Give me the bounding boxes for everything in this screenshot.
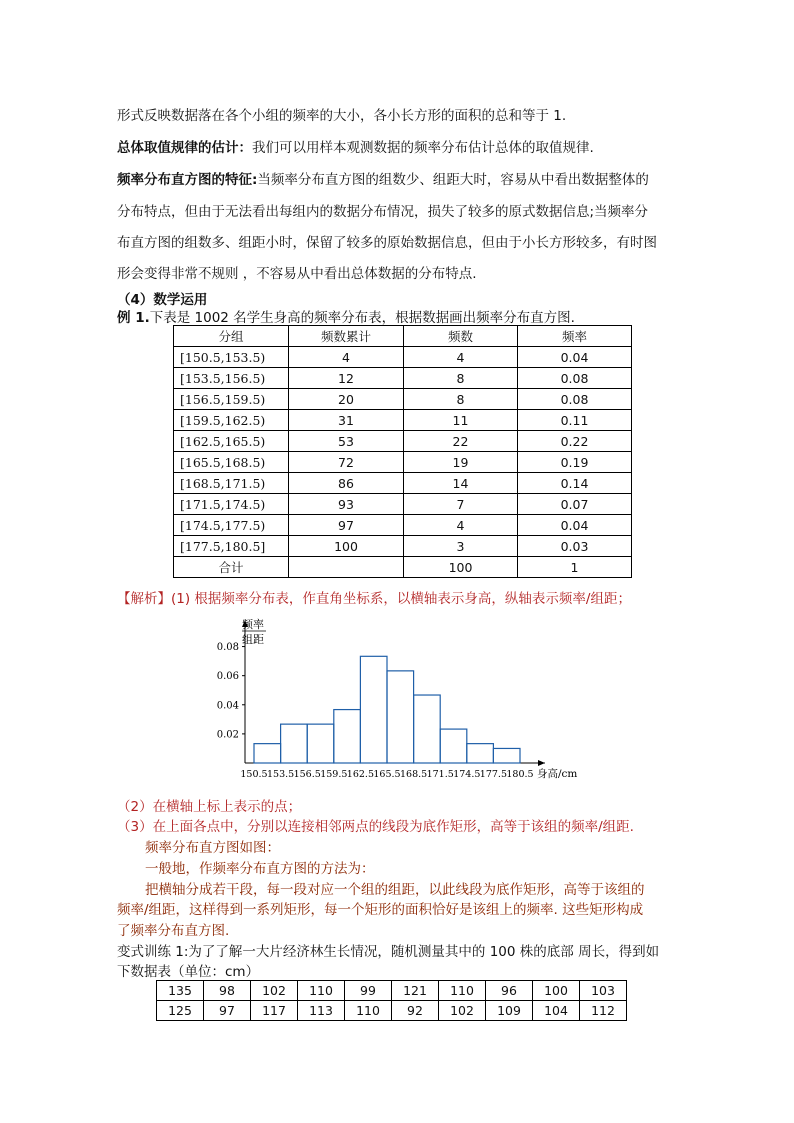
circumference-data-table	[156, 980, 627, 1021]
y-tick-label: 0.02	[216, 729, 239, 741]
x-tick-label: 162.5	[346, 769, 375, 780]
table-cell: 102	[251, 981, 298, 1001]
y-axis-label-denominator: 组距	[242, 633, 264, 646]
table-cell: [174.5,177.5)	[174, 515, 289, 536]
table-cell: 20	[289, 389, 404, 410]
header-cell: 分组	[174, 326, 289, 347]
header-cell: 频数累计	[289, 326, 404, 347]
table-cell: 104	[533, 1001, 580, 1021]
table-cell: 22	[404, 431, 518, 452]
table-cell: 1	[518, 557, 632, 578]
table-cell: 103	[580, 981, 627, 1001]
x-tick-label: 174.5	[453, 769, 481, 780]
table-cell: 121	[392, 981, 439, 1001]
table-cell: 合计	[174, 557, 289, 578]
table-cell: [162.5,165.5)	[174, 431, 289, 452]
y-tick-label: 0.08	[216, 642, 239, 654]
table-cell: 12	[289, 368, 404, 389]
table-cell: 102	[439, 1001, 486, 1021]
example-text: 下表是 1002 名学生身高的频率分布表，根据数据画出频率分布直方图.	[149, 310, 575, 326]
exercise-text-1: 变式训练 1:为了了解一大片经济林生长情况，随机测量其中的 100 株的底部 周长，得到如	[117, 944, 660, 960]
table-cell: 125	[157, 1001, 204, 1021]
x-tick-label: 180.5	[506, 769, 534, 780]
histogram-bar	[360, 656, 387, 763]
table-row	[174, 494, 632, 515]
x-tick-label: 159.5	[320, 769, 348, 780]
table-cell: 4	[404, 347, 518, 368]
term-population-estimate: 总体取值规律的估计：	[117, 140, 252, 156]
method-text-3: 了频率分布直方图.	[117, 923, 230, 939]
table-cell: 7	[404, 494, 518, 515]
table-cell: 100	[533, 981, 580, 1001]
table-row	[174, 389, 632, 410]
histogram-bar	[334, 710, 361, 763]
table-row	[174, 536, 632, 557]
table-cell: [177.5,180.5]	[174, 536, 289, 557]
table-row	[174, 515, 632, 536]
analysis-text: (1) 根据频率分布表，作直角坐标系，以横轴表示身高，纵轴表示频率/组距；	[171, 591, 631, 607]
table-cell: 0.14	[518, 473, 632, 494]
table-cell: [159.5,162.5)	[174, 410, 289, 431]
table-cell: 3	[404, 536, 518, 557]
table-cell: 0.08	[518, 389, 632, 410]
table-cell: 0.04	[518, 515, 632, 536]
y-tick-label: 0.06	[216, 671, 239, 683]
table-cell: 92	[392, 1001, 439, 1021]
histogram-bar	[440, 729, 467, 763]
frequency-histogram	[200, 612, 600, 787]
method-text-1: 把横轴分成若干段，每一段对应一个组的组距，以此线段为底作矩形，高等于该组的	[145, 882, 645, 898]
histogram-caption: 频率分布直方图如图：	[145, 840, 280, 856]
table-row	[174, 431, 632, 452]
histogram-bar	[414, 695, 441, 763]
method-text-2: 频率/组距，这样得到一系列矩形，每一个矩形的面积恰好是该组上的频率. 这些矩形构成	[117, 902, 644, 918]
table-row	[174, 473, 632, 494]
analysis-label: 【解析】	[117, 591, 171, 607]
x-tick-label: 153.5	[266, 769, 295, 780]
analysis-step-2: （2）在横轴上标上表示的点；	[117, 799, 302, 815]
x-tick-label: 168.5	[399, 769, 428, 780]
table-cell: 53	[289, 431, 404, 452]
term-histogram-features: 频率分布直方图的特征:	[117, 172, 258, 188]
definition-population-estimate: 我们可以用样本观测数据的频率分布估计总体的取值规律.	[252, 140, 594, 156]
table-cell: 97	[289, 515, 404, 536]
y-axis-label-numerator: 频率	[242, 618, 264, 631]
section-heading: （4）数学运用	[117, 292, 208, 308]
x-tick-label: 177.5	[479, 769, 508, 780]
table-cell: 100	[289, 536, 404, 557]
histogram-bar	[281, 724, 308, 763]
table-cell: [171.5,174.5)	[174, 494, 289, 515]
table-cell	[289, 557, 404, 578]
x-axis-arrow	[538, 760, 545, 766]
table-cell: 96	[486, 981, 533, 1001]
table-total-row	[174, 557, 632, 578]
table-cell: 8	[404, 389, 518, 410]
table-cell: [150.5,153.5)	[174, 347, 289, 368]
table-cell: 0.03	[518, 536, 632, 557]
table-cell: 113	[298, 1001, 345, 1021]
table-row	[174, 452, 632, 473]
method-intro: 一般地，作频率分布直方图的方法为：	[145, 861, 375, 877]
table-header-row	[174, 326, 632, 347]
histogram-bar	[467, 744, 494, 763]
table-cell: 110	[439, 981, 486, 1001]
table-cell: 0.19	[518, 452, 632, 473]
table-cell: 117	[251, 1001, 298, 1021]
table-cell: 135	[157, 981, 204, 1001]
table-cell: 98	[204, 981, 251, 1001]
paragraph-histogram-features-2: 分布特点，但由于无法看出每组内的数据分布情况，损失了较多的原式数据信息;当频率分	[117, 204, 649, 220]
table-cell: [156.5,159.5)	[174, 389, 289, 410]
table-cell: 99	[345, 981, 392, 1001]
table-cell: 112	[580, 1001, 627, 1021]
exercise-text-2: 下数据表（单位：cm）	[117, 964, 260, 980]
paragraph-histogram-features-4: 形会变得非常不规则 ，不容易从中看出总体数据的分布特点.	[117, 266, 477, 282]
histogram-bar	[493, 748, 520, 763]
table-cell: 100	[404, 557, 518, 578]
paragraph-area-sum: 形式反映数据落在各个小组的频率的大小，各小长方形的面积的总和等于 1.	[117, 108, 567, 124]
histogram-bar	[387, 671, 414, 763]
table-row	[157, 981, 627, 1001]
header-cell: 频数	[404, 326, 518, 347]
header-cell: 频率	[518, 326, 632, 347]
table-cell: 8	[404, 368, 518, 389]
table-cell: [165.5,168.5)	[174, 452, 289, 473]
table-cell: 0.22	[518, 431, 632, 452]
table-cell: 31	[289, 410, 404, 431]
table-cell: 109	[486, 1001, 533, 1021]
analysis-step-3: （3）在上面各点中，分别以连接相邻两点的线段为底作矩形，高等于该组的频率/组距.	[117, 819, 634, 835]
x-tick-label: 171.5	[426, 769, 454, 780]
paragraph-histogram-features-1	[117, 168, 649, 188]
frequency-table	[173, 325, 632, 578]
table-cell: 4	[289, 347, 404, 368]
table-cell: [153.5,156.5)	[174, 368, 289, 389]
x-axis-label: 身高/cm	[537, 768, 578, 780]
table-cell: 97	[204, 1001, 251, 1021]
x-tick-label: 165.5	[373, 769, 401, 780]
table-cell: 110	[298, 981, 345, 1001]
table-cell: 14	[404, 473, 518, 494]
table-row	[174, 347, 632, 368]
table-cell: 72	[289, 452, 404, 473]
table-cell: 11	[404, 410, 518, 431]
analysis-step-1	[117, 587, 631, 607]
example-1-statement	[117, 306, 575, 326]
table-cell: 0.08	[518, 368, 632, 389]
table-cell: 0.04	[518, 347, 632, 368]
table-row	[174, 410, 632, 431]
table-row	[157, 1001, 627, 1021]
table-cell: 110	[345, 1001, 392, 1021]
table-cell: 0.07	[518, 494, 632, 515]
table-row	[174, 368, 632, 389]
table-cell: 86	[289, 473, 404, 494]
x-tick-label: 156.5	[293, 769, 321, 780]
table-cell: 93	[289, 494, 404, 515]
histogram-features-text-1: 当频率分布直方图的组数少、组距大时，容易从中看出数据整体的	[257, 172, 649, 188]
paragraph-histogram-features-3: 布直方图的组数多、组距小时，保留了较多的原始数据信息，但由于小长方形较多，有时图	[117, 235, 657, 251]
paragraph-population-estimate	[117, 136, 594, 156]
histogram-bar	[254, 744, 281, 763]
table-cell: [168.5,171.5)	[174, 473, 289, 494]
table-cell: 4	[404, 515, 518, 536]
table-cell: 19	[404, 452, 518, 473]
x-tick-label: 150.5	[240, 769, 268, 780]
y-tick-label: 0.04	[216, 700, 239, 712]
histogram-bar	[307, 724, 334, 763]
example-label: 例 1.	[117, 310, 150, 326]
table-cell: 0.11	[518, 410, 632, 431]
